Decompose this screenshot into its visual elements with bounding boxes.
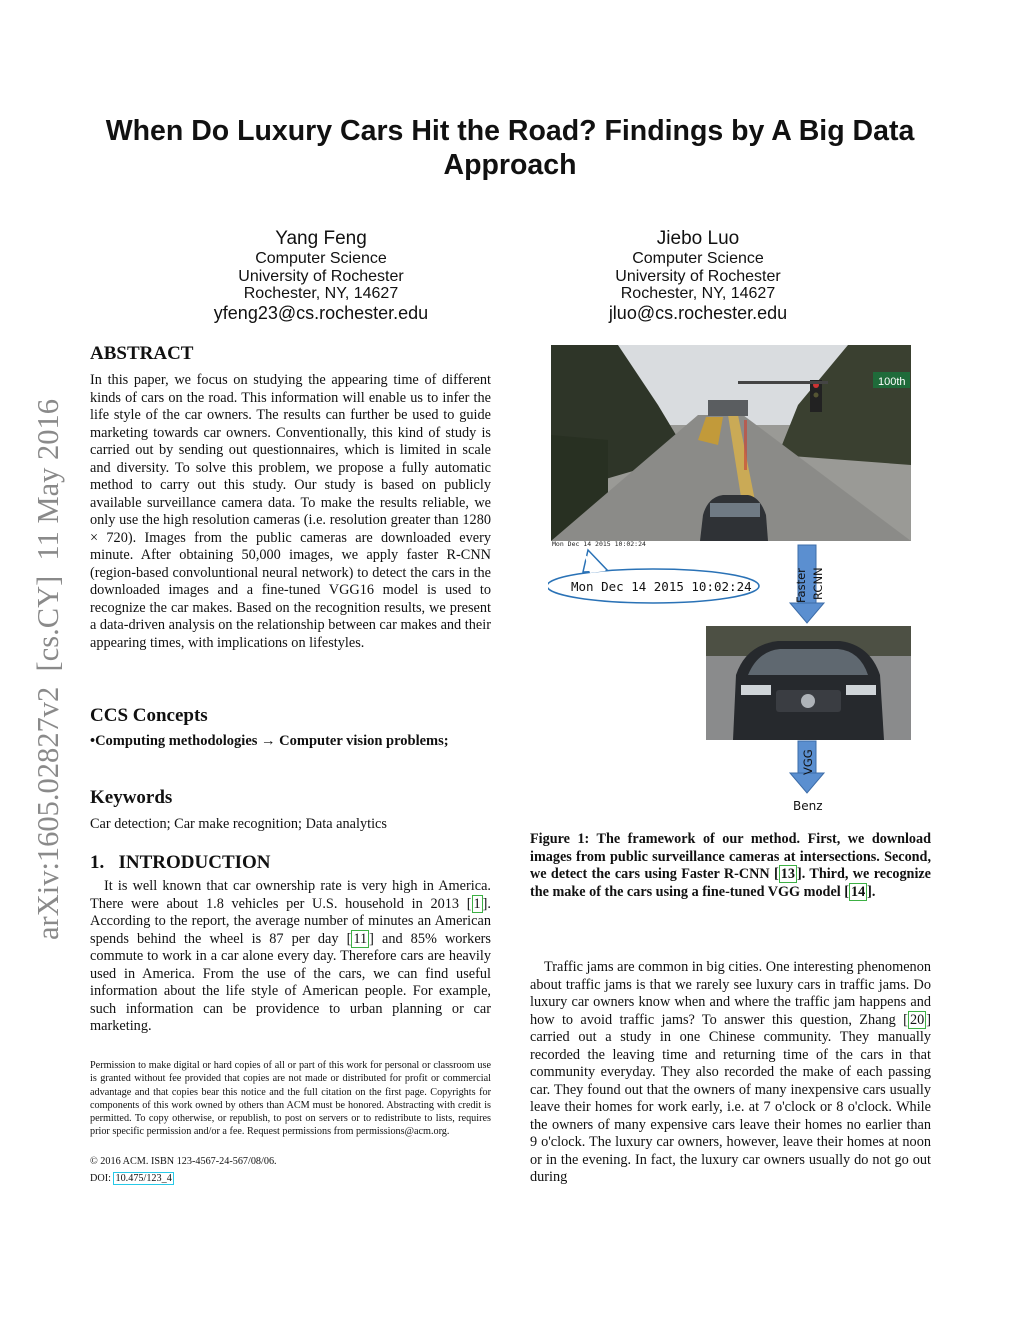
- caption-part: . Third, we recognize the make of the cars using a fine-tuned VGG model: [530, 866, 931, 900]
- caption-part: .: [871, 883, 876, 900]
- author-block: [538, 228, 858, 324]
- author-email: jluo@cs.rochester.edu: [608, 302, 788, 323]
- keywords-text: Car detection; Car make recognition; Data analytics: [90, 816, 387, 832]
- author-dept: Computer Science: [632, 250, 764, 267]
- doi-line: [90, 1172, 491, 1185]
- ccs-bullet: •: [90, 733, 96, 749]
- intro-text: . According to the report, the average number of minutes an American spends behind the wheel is 87 per day: [90, 895, 491, 947]
- abstract-section: [90, 343, 491, 652]
- author-address: Rochester, NY, 14627: [620, 285, 776, 302]
- arxiv-stamp: [2, 345, 88, 945]
- permission-text: Permission to make digital or hard copies of all or part of this work for personal or classroom use is granted without fee provided that copies are not made or distributed for profit or commercial advantage and that copies bear this notice and the full citation on the first page. Copyrights for components of this work owned by others than ACM must be honored. Abstracting with credit is permitted. To copy otherwise, or republish, to post on servers or to redistribute to lists, requires prior specific permission and/or a fee. Request permissions from permissions@acm.org.: [90, 1060, 491, 1138]
- citation-link[interactable]: 11: [353, 930, 368, 947]
- figure-caption: [530, 831, 931, 901]
- faster-rcnn-arrow: [790, 545, 825, 623]
- intro-heading: 1. INTRODUCTION: [90, 852, 271, 873]
- intro-paragraph: It is well known that car ownership rate is very high in America. There were about 1.8 vehicles per U.S. household in 2013 [ 1 ]. According to the report, the average number of minutes an American spends behind the wheel is 87 per day [ 11 ] and 85% workers commute to work in a car alone every day. Therefore cars are heavily used in America. From the use of the cars, we can find useful information about the life style of American people. For example, such information can be providence to urban planning or car marketing.: [90, 878, 491, 1034]
- arrow-label: Faster: [794, 568, 808, 603]
- body-text: carried out a study in one Chinese community. They manually recorded the leaving time and returning time of the cars in that community everyday. They also recorded the make of each passing car. They found out that the owners of many inexpensive cars usually leave their homes for work early, i.e. at 7 o'clock or 8 o'clock. While the owners of many expensive cars leave their homes no earlier than 9 o'clock. The luxury car owners, however, leave their homes at noon or in the evening. In fact, the luxury car owners usually do not go out during: [530, 1029, 931, 1185]
- arxiv-id-text: arXiv:1605.02827v2 [cs.CY] 11 May 2016: [31, 398, 65, 940]
- camera-car: [700, 495, 768, 541]
- street-sign-text: 100th: [878, 376, 906, 388]
- abstract-heading: ABSTRACT: [90, 343, 194, 364]
- citation-link[interactable]: 20: [909, 1011, 925, 1028]
- intro-section: [90, 852, 491, 1036]
- detected-car-image: [706, 626, 911, 740]
- citation-link[interactable]: 13: [780, 866, 795, 883]
- citation-link[interactable]: 1: [473, 895, 481, 912]
- caption-part: Figure 1: The framework of our method. First, we download images from public surveillance cameras at intersections. Second, we detect the cars using Faster R-CNN: [530, 831, 931, 883]
- body-text: Traffic jams are common in big cities. One interesting phenomenon about traffic jams is that we rarely see luxury cars in traffic jams. Do luxury car owners know when and where the traffic jam happens and how to avoid traffic jams? To answer this question, Zhang: [530, 959, 931, 1028]
- author-name: Jiebo Luo: [656, 228, 740, 249]
- ccs-section: [90, 705, 491, 751]
- copyright-text: © 2016 ACM. ISBN 123-4567-24-567/08/06.: [90, 1155, 277, 1167]
- author-univ: University of Rochester: [615, 267, 781, 285]
- abstract-text: In this paper, we focus on studying the appearing time of different kinds of cars on the road. This information will enable us to infer the life style of the car owners. The results can further be used to guide marketing towards car owners. Conventionally, this kind of study is carried out by sending out questionnaires, which is limited in scale and diversity. To solve this problem, we propose a fully automatic method to carry out this study. Our study is based on publicly available surveillance camera data. To make the results reliable, we only use the high resolution cameras (i.e. resolution greater than 1280 × 720). Images from the public cameras are downloaded every minute. After obtaining 50,000 images, we apply faster R-CNN (region-based convoluntional neural network) to detect the cars in the downloaded images and a fine-tuned VGG16 model is used to recognize the car makes. Based on the recognition results, we present a data-driven analysis on the relationship between car makes and their appearing times, with implications on lifestyles.: [90, 372, 491, 651]
- doi-link[interactable]: 10.475/123_4: [115, 1173, 172, 1185]
- body-paragraph: Traffic jams are common in big cities. One interesting phenomenon about traffic jams is that we rarely see luxury cars in traffic jams. Do luxury car owners know when and where the traffic jam happens and how to avoid traffic jams? To answer this question, Zhang [ 20 ] carried out a study in one Chinese community. They manually recorded the leaving time and returning time of the cars in that community everyday. They also recorded the make of each passing car. They found out that the owners of many inexpensive cars usually leave their homes for work early, i.e. at 7 o'clock or 8 o'clock. While the owners of many expensive cars leave their homes no earlier than 9 o'clock. The luxury car owners, however, leave their homes at noon or in the evening. In fact, the luxury car owners usually do not go out during: [530, 959, 931, 1185]
- camera-timestamp: Mon Dec 14 2015 10:02:24: [552, 540, 646, 548]
- intro-continuation: [530, 959, 931, 1187]
- camera-image: [551, 345, 911, 548]
- author-name: Yang Feng: [275, 228, 367, 249]
- paper-title: When Do Luxury Cars Hit the Road? Findings by A Big Data Approach: [105, 115, 915, 181]
- result-label: Benz: [793, 799, 823, 813]
- author-address: Rochester, NY, 14627: [243, 285, 399, 302]
- ccs-heading: CCS Concepts: [90, 705, 208, 726]
- ccs-text: [90, 733, 491, 751]
- arrow-label: RCNN: [811, 567, 825, 600]
- author-block: [161, 228, 481, 324]
- bubble-timestamp-text: Mon Dec 14 2015 10:02:24: [571, 579, 752, 594]
- author-univ: University of Rochester: [238, 267, 404, 285]
- keywords-section: [90, 787, 491, 834]
- intro-text: and 85% workers commute to work in a car alone every day. Therefore cars are heavily used in America. From the use of the cars, we can find useful information about the life style of American people. For example, such information can be providence to urban planning or car marketing.: [90, 930, 491, 1034]
- vgg-arrow: [790, 741, 824, 793]
- figure-1: [548, 345, 918, 820]
- ccs-concept: Computing methodologies → Computer vision problems;: [95, 733, 449, 749]
- intro-text: It is well known that car ownership rate is very high in America. There were about 1.8 vehicles per U.S. household in 2013: [90, 878, 491, 912]
- author-dept: Computer Science: [255, 250, 387, 267]
- citation-link[interactable]: 14: [850, 883, 866, 900]
- keywords-heading: Keywords: [90, 787, 173, 808]
- arrow-label: VGG: [801, 749, 815, 775]
- doi-label: DOI:: [90, 1173, 114, 1185]
- permission-block: [90, 1059, 491, 1185]
- author-email: yfeng23@cs.rochester.edu: [213, 302, 429, 323]
- caption-text: Figure 1: The framework of our method. First, we download images from public surveillance cameras at intersections. Second, we detect the cars using Faster R-CNN [ 13 ]. Third, we recognize the make of the cars using a fine-tuned VGG model [ 14 ].: [530, 831, 931, 900]
- timestamp-bubble: [548, 550, 759, 603]
